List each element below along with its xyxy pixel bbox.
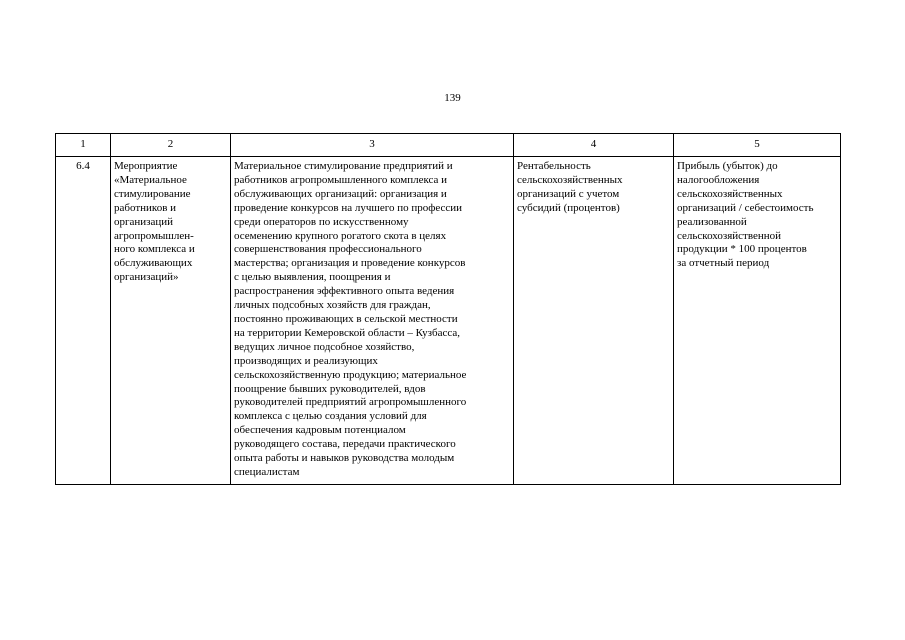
program-table [55, 133, 841, 485]
row-number-cell [56, 157, 111, 485]
description-cell [231, 157, 514, 485]
table-row [56, 157, 841, 485]
table-header-row [56, 134, 841, 157]
column-header-3: 3 [231, 134, 514, 157]
indicator-formula: Прибыль (убыток) до налогообложения сельскохозяйственных организаций / себестоимость реализованной сельскохозяйственной продукции * 100 процентов за отчетный период [677, 160, 814, 270]
column-header-2: 2 [111, 134, 231, 157]
column-header-5: 5 [674, 134, 841, 157]
event-cell [111, 157, 231, 485]
indicator-cell [514, 157, 674, 485]
formula-cell [674, 157, 841, 485]
column-header-1: 1 [56, 134, 111, 157]
row-number: 6.4 [76, 160, 90, 172]
column-header-4: 4 [514, 134, 674, 157]
indicator-name: Рентабельность сельскохозяйственных организаций с учетом субсидий (процентов) [517, 160, 623, 214]
page-number: 139 [444, 92, 461, 104]
event-name: Мероприятие «Материальное стимулирование работников и организаций агропромышлен- ного комплекса и обслуживающих организаций» [114, 160, 195, 284]
event-description: Материальное стимулирование предприятий и работников агропромышленного комплекса и обслуживающих организаций: организация и проведение конкурсов на лучшего по профессии среди операторов по искусственному осеменению крупного рогатого скота в целях совершенствования профессионального мастерства; организация и проведение конкурсов с целью выявления, поощрения и распространения эффективного опыта ведения личных подсобных хозяйств для граждан, постоянно проживающих в сельской местности на территории Кемеровской области – Кузбасса, ведущих личное подсобное хозяйство, производящих и реализующих сельскохозяйственную продукцию; материальное поощрение бывших руководителей, вдов руководителей предприятий агропромышленного комплекса с целью создания условий для обеспечения кадровым потенциалом руководящего состава, передачи практического опыта работы и навыков руководства молодым специалистам [234, 160, 467, 478]
